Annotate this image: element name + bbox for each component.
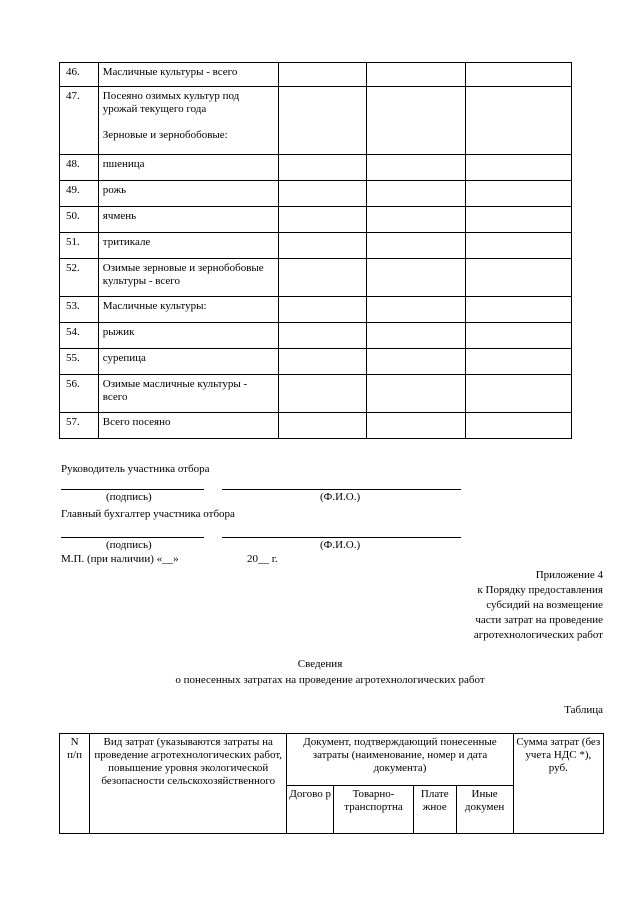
empty-cell	[466, 155, 572, 181]
signature-caption: (подпись)	[106, 491, 152, 503]
row-number: 56.	[60, 375, 99, 413]
row-number: 46.	[60, 63, 99, 87]
empty-cell	[278, 375, 367, 413]
row-number: 57.	[60, 413, 99, 439]
signature-line	[61, 489, 204, 490]
row-name: ячмень	[98, 207, 278, 233]
table-row	[60, 233, 572, 259]
empty-cell	[278, 413, 367, 439]
table-row	[60, 181, 572, 207]
header-kind: Вид затрат (указываются затраты на проведение агротехнологических работ, повышение уровня экологической безопасности сельскохозяйственного	[90, 734, 287, 834]
row-name: сурепица	[98, 349, 278, 375]
header-sum: Сумма затрат (без учета НДС *), руб.	[513, 734, 603, 834]
stamp-text: М.П. (при наличии) «__»	[61, 553, 179, 565]
row-name: рыжик	[98, 323, 278, 349]
empty-cell	[367, 87, 466, 155]
empty-cell	[466, 87, 572, 155]
signature-caption: (подпись)	[106, 539, 152, 551]
empty-cell	[367, 181, 466, 207]
empty-cell	[466, 323, 572, 349]
empty-cell	[278, 233, 367, 259]
empty-cell	[367, 297, 466, 323]
costs-table	[59, 733, 604, 834]
appendix-line: Приложение 4	[535, 569, 603, 581]
header-other: Иные докумен	[456, 786, 513, 834]
appendix-line: к Порядку предоставления	[477, 584, 603, 596]
empty-cell	[367, 323, 466, 349]
empty-cell	[278, 63, 367, 87]
appendix-line: субсидий на возмещение	[486, 599, 603, 611]
row-number: 50.	[60, 207, 99, 233]
row-number: 55.	[60, 349, 99, 375]
row-number: 51.	[60, 233, 99, 259]
row-name: Масличные культуры - всего	[98, 63, 278, 87]
table-row	[60, 297, 572, 323]
crops-table	[59, 62, 572, 439]
row-name: Озимые масличные культуры - всего	[98, 375, 278, 413]
empty-cell	[466, 233, 572, 259]
fio-caption: (Ф.И.О.)	[320, 491, 361, 503]
document-subtitle: о понесенных затратах на проведение агротехнологических работ	[175, 674, 485, 686]
empty-cell	[367, 63, 466, 87]
row-number: 49.	[60, 181, 99, 207]
empty-cell	[466, 259, 572, 297]
document-title: Сведения	[297, 658, 343, 670]
appendix-line: части затрат на проведение	[475, 614, 603, 626]
empty-cell	[466, 413, 572, 439]
table-row	[60, 87, 572, 155]
empty-cell	[278, 349, 367, 375]
accountant-title: Главный бухгалтер участника отбора	[61, 508, 235, 520]
header-num: N п/п	[60, 734, 90, 834]
header-waybill: Товарно-транспортна	[334, 786, 414, 834]
header-contract: Догово р	[287, 786, 334, 834]
row-name: Посеяно озимых культур под урожай текущего года Зерновые и зернобобовые:	[98, 87, 278, 155]
row-name: тритикале	[98, 233, 278, 259]
empty-cell	[367, 259, 466, 297]
table-row	[60, 323, 572, 349]
empty-cell	[278, 181, 367, 207]
table-row	[60, 349, 572, 375]
table-row	[60, 259, 572, 297]
empty-cell	[278, 87, 367, 155]
empty-cell	[466, 181, 572, 207]
row-name: рожь	[98, 181, 278, 207]
row-name: Озимые зерновые и зернобобовые культуры - всего	[98, 259, 278, 297]
empty-cell	[367, 413, 466, 439]
empty-cell	[367, 155, 466, 181]
empty-cell	[367, 375, 466, 413]
row-number: 54.	[60, 323, 99, 349]
table-row	[60, 63, 572, 87]
table-row	[60, 155, 572, 181]
appendix-block	[474, 568, 603, 643]
fio-line	[222, 489, 461, 490]
empty-cell	[278, 323, 367, 349]
fio-caption: (Ф.И.О.)	[320, 539, 361, 551]
appendix-line: агротехнологических работ	[473, 629, 603, 641]
empty-cell	[466, 207, 572, 233]
row-name: Всего посеяно	[98, 413, 278, 439]
signature-line	[61, 537, 204, 538]
empty-cell	[278, 155, 367, 181]
empty-cell	[367, 233, 466, 259]
empty-cell	[367, 207, 466, 233]
row-name: пшеница	[98, 155, 278, 181]
row-number: 48.	[60, 155, 99, 181]
empty-cell	[466, 63, 572, 87]
row-number: 47.	[60, 87, 99, 155]
fio-line	[222, 537, 461, 538]
empty-cell	[278, 297, 367, 323]
empty-cell	[278, 207, 367, 233]
row-number: 52.	[60, 259, 99, 297]
row-name: Масличные культуры:	[98, 297, 278, 323]
empty-cell	[367, 349, 466, 375]
head-title: Руководитель участника отбора	[61, 463, 210, 475]
empty-cell	[466, 297, 572, 323]
table-label: Таблица	[564, 704, 603, 716]
table-row	[60, 413, 572, 439]
empty-cell	[466, 349, 572, 375]
row-number: 53.	[60, 297, 99, 323]
table-row	[60, 207, 572, 233]
empty-cell	[466, 375, 572, 413]
year-text: 20__ г.	[247, 553, 278, 565]
empty-cell	[278, 259, 367, 297]
header-payment: Плате жное	[413, 786, 456, 834]
table-row	[60, 375, 572, 413]
header-document: Документ, подтверждающий понесенные затраты (наименование, номер и дата документа)	[287, 734, 513, 786]
